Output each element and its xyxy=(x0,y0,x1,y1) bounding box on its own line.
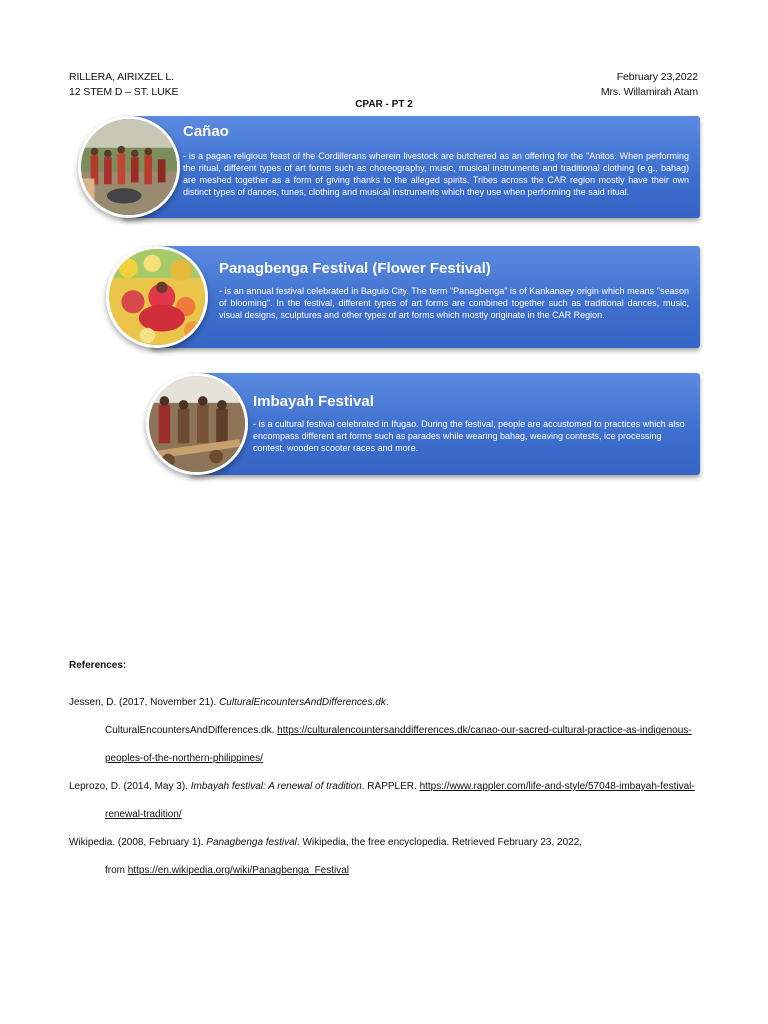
festival-card-panagbenga xyxy=(106,246,700,348)
document-date: February 23,2022 xyxy=(616,71,698,83)
reference-link[interactable]: https://culturalencountersanddifferences.dk/canao-our-sacred-cultural-practice-as-indigenous- xyxy=(277,725,692,736)
references-section xyxy=(69,660,709,885)
canao-title: Cañao xyxy=(183,123,229,140)
teacher-name: Mrs. Willamirah Atam xyxy=(600,86,698,98)
panagbenga-title: Panagbenga Festival (Flower Festival) xyxy=(219,260,491,277)
reference-entry-continued xyxy=(69,801,709,829)
canao-photo xyxy=(78,116,180,218)
reference-author: Wikipedia. (2008, February 1). xyxy=(69,837,207,848)
festival-card-canao xyxy=(78,116,700,218)
author-name: RILLERA, AIRIXZEL L. xyxy=(69,71,174,83)
reference-author: Leprozo, D. (2014, May 3). xyxy=(69,781,191,792)
references-heading: References: xyxy=(69,660,127,671)
imbayah-title: Imbayah Festival xyxy=(253,393,374,410)
reference-entry xyxy=(69,829,709,857)
reference-entry-continued xyxy=(69,717,709,745)
reference-title: Panagbenga festival xyxy=(206,837,297,848)
reference-link[interactable]: renewal-tradition/ xyxy=(105,809,182,820)
document-title: CPAR - PT 2 xyxy=(355,99,413,110)
festival-card-imbayah xyxy=(146,373,700,475)
header-left xyxy=(69,70,178,100)
imbayah-photo xyxy=(146,373,248,475)
panagbenga-description: - is an annual festival celebrated in Baguio City. The term "Panagbenga" is of Kankanaey origin which means "season of blooming". In the festival, different types of art forms are combined together such as traditional dances, music, visual designs, sculptures and other types of art forms which mostly originate in the CAR Region. xyxy=(219,286,689,320)
reference-link[interactable]: peoples-of-the-northern-philippines/ xyxy=(105,753,263,764)
reference-text: . xyxy=(385,697,389,708)
imbayah-description: - is a cultural festival celebrated in Ifugao. During the festival, people are accustomed to practices which also encompass different art forms such as parades while wearing bahag, weaving contests, ice processing contest, wooden scooter races and more. xyxy=(253,419,685,453)
reference-title: Imbayah festival: A renewal of tradition xyxy=(190,781,362,792)
reference-link[interactable]: https://www.rappler.com/life-and-style/57048-imbayah-festival- xyxy=(419,781,695,792)
reference-text: . RAPPLER. xyxy=(361,781,420,792)
reference-author: Jessen, D. (2017, November 21). xyxy=(69,697,220,708)
reference-entry xyxy=(69,773,709,801)
reference-entry-continued xyxy=(69,745,709,773)
reference-entry-continued xyxy=(69,857,709,885)
reference-title: CulturalEncountersAndDifferences.dk xyxy=(219,697,386,708)
canao-description: - is a pagan religious feast of the Cordillerans wherein livestock are butchered as an offering for the "Anitos. When performing the ritual, different types of art forms such as choreography, music, musical instruments and traditional clothing (e.g., bahag) are meshed together as a form of giving thanks to the alleged spirits. Tribes across the CAR region mostly have their own distinct types of dances, tunes, clothing and musical instruments which they use when performing the said ritual. xyxy=(183,151,689,197)
reference-link[interactable]: https://en.wikipedia.org/wiki/Panagbenga_Festival xyxy=(127,865,350,876)
reference-entry xyxy=(69,689,709,717)
panagbenga-photo xyxy=(106,246,208,348)
reference-text: from xyxy=(105,865,128,876)
reference-text: . Wikipedia, the free encyclopedia. Retrieved February 23, 2022, xyxy=(296,837,583,848)
header-right xyxy=(601,70,698,100)
class-section: 12 STEM D – ST. LUKE xyxy=(69,86,179,98)
reference-text: CulturalEncountersAndDifferences.dk. xyxy=(105,725,278,736)
